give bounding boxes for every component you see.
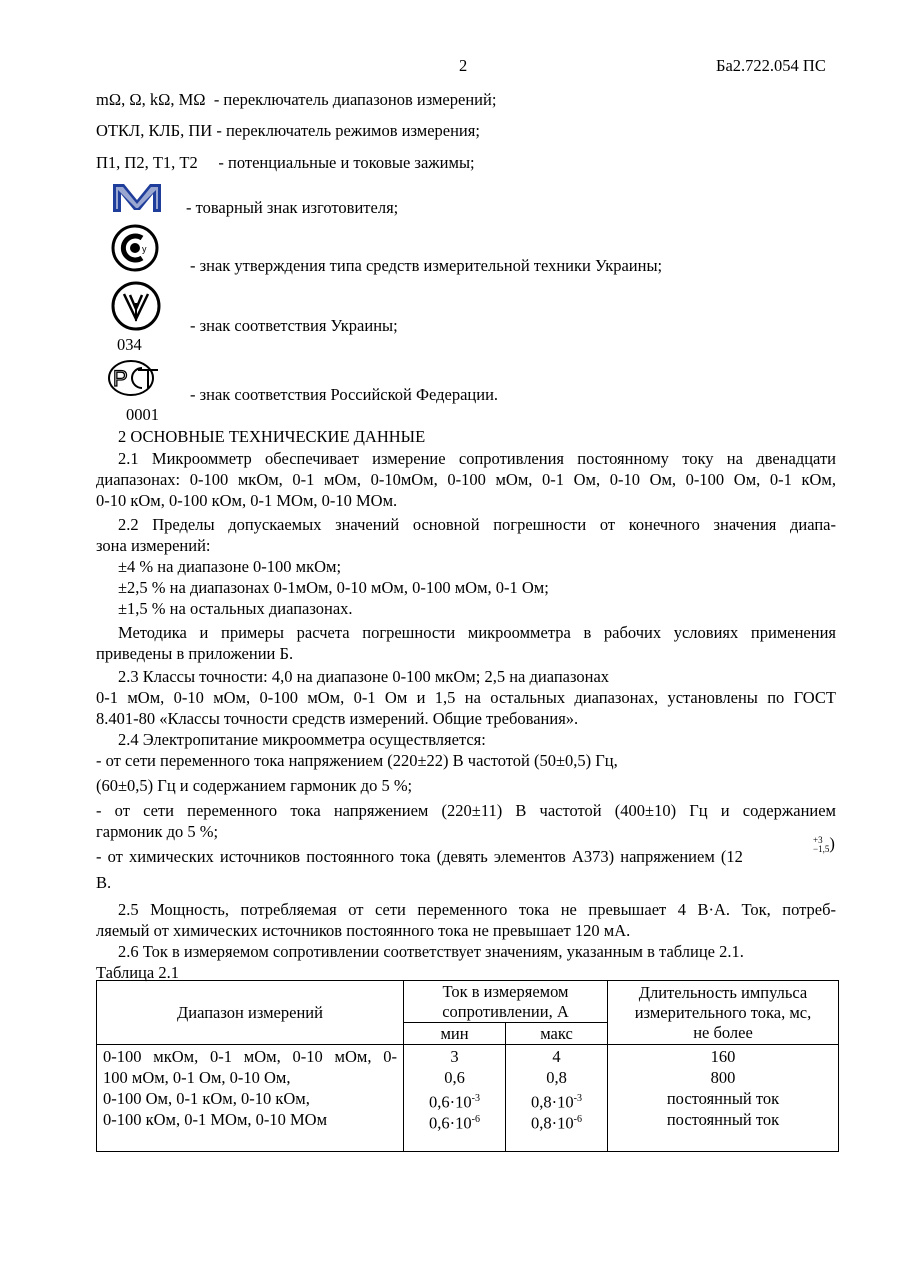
ranges-cell (97, 1045, 404, 1152)
min-exp: -3 (471, 1093, 480, 1104)
page-number: 2 (459, 56, 468, 75)
range-line: 0-100 Ом, 0-1 кОм, 0-10 кОм, (103, 1089, 310, 1108)
paragraph-line: 2.5 Мощность, потребляемая от сети переменного тока не превышает 4 В·А. Ток, потреб- (118, 900, 836, 919)
header-pulse (608, 981, 839, 1045)
legend-term: ОТКЛ, КЛБ, ПИ (96, 121, 213, 140)
min-base: 3 (450, 1047, 459, 1066)
battery-supply-line (96, 846, 836, 872)
pulse-value: 800 (710, 1068, 736, 1087)
tolerance-line: ±2,5 % на диапазонах 0-1мОм, 0-10 мОм, 0-100 мОм, 0-1 Ом; (118, 578, 549, 597)
max-value (510, 1068, 603, 1089)
paragraph-line: 0-10 кОм, 0-100 кОм, 0-1 МОм, 0-10 МОм. (96, 491, 398, 510)
mark-approval-text: - знак утверждения типа средств измерительной техники Украины; (190, 256, 663, 275)
svg-text:Р: Р (113, 366, 128, 391)
voltage-tolerance (812, 833, 835, 854)
min-base: 0,6·10 (429, 1113, 472, 1133)
paragraph-line: Методика и примеры расчета погрешности микроомметра в рабочих условиях применения (118, 623, 836, 642)
pulse-value: постоянный ток (666, 1110, 780, 1129)
header-pulse-line: не более (693, 1022, 753, 1042)
min-value (408, 1110, 501, 1131)
paragraph-line: 2.6 Ток в измеряемом сопротивлении соответствует значениям, указанным в таблице 2.1. (118, 942, 744, 961)
paragraph-line: зона измерений: (96, 536, 211, 555)
min-value (408, 1047, 501, 1068)
section-title: 2 ОСНОВНЫЕ ТЕХНИЧЕСКИЕ ДАННЫЕ (118, 427, 426, 446)
min-base: 0,6 (444, 1068, 465, 1087)
min-exp: -6 (471, 1114, 480, 1125)
table-caption: Таблица 2.1 (96, 963, 179, 982)
header-pulse-line: Длительность импульса (638, 982, 808, 1002)
paragraph-line: приведены в приложении Б. (96, 644, 294, 663)
max-base: 0,8·10 (531, 1113, 574, 1133)
max-value (510, 1089, 603, 1110)
tolerance-plus: +3 (813, 835, 823, 846)
paragraph-line: 2.2 Пределы допускаемых значений основной погрешности от конечного значения диапа- (118, 515, 836, 534)
min-cell (404, 1045, 506, 1152)
paragraph-line: - от сети переменного тока напряжением (220±22) В частотой (50±0,5) Гц, (96, 751, 618, 770)
legend-range-switch (96, 90, 496, 110)
ukraine-conformity-icon (111, 281, 161, 331)
min-value (408, 1068, 501, 1089)
mark-russia-text: - знак соответствия Российской Федерации. (190, 385, 499, 404)
paragraph-line: (60±0,5) Гц и содержанием гармоник до 5 %; (96, 776, 413, 795)
max-value (510, 1110, 603, 1131)
legend-desc: - переключатель режимов измерения; (212, 121, 480, 140)
ukraine-mark-code: 034 (117, 335, 142, 354)
header-range: Диапазон измерений (97, 981, 404, 1045)
pulse-cell (608, 1045, 839, 1152)
paragraph-line: 0-1 мОм, 0-10 мОм, 0-100 мОм, 0-1 Ом и 1,5 на остальных диапазонах, установлены по ГОСТ (96, 688, 836, 707)
russia-mark-code: 0001 (126, 405, 159, 424)
header-current-line: сопротивлении, А (442, 1001, 569, 1021)
range-line: 0-100 мкОм, 0-1 мОм, 0-10 мОм, 0- (103, 1047, 397, 1066)
legend-terminals (96, 153, 475, 173)
closing-bracket: ) (829, 834, 835, 853)
header-pulse-line: измерительного тока, мс, (634, 1002, 812, 1022)
range-line: 100 мОм, 0-1 Ом, 0-10 Ом, (103, 1068, 291, 1087)
paragraph-line: гармоник до 5 %; (96, 822, 219, 841)
min-value (408, 1089, 501, 1110)
max-exp: -6 (573, 1114, 582, 1125)
max-base: 0,8·10 (531, 1092, 574, 1112)
header-current (404, 981, 608, 1023)
header-max: макс (506, 1023, 608, 1045)
max-cell (506, 1045, 608, 1152)
type-approval-icon (111, 224, 159, 272)
russia-conformity-icon (106, 358, 160, 398)
paragraph-line: ляемый от химических источников постоянного тока не превышает 120 мА. (96, 921, 631, 940)
legend-desc: - потенциальные и токовые зажимы; (218, 153, 475, 172)
manufacturer-logo-icon (112, 183, 162, 213)
paragraph-line: - от сети переменного тока напряжением (220±11) В частотой (400±10) Гц и содержанием (96, 801, 836, 820)
tolerance-minus: −1,5 (813, 844, 830, 855)
voltage-tolerance-fraction (813, 836, 829, 854)
pulse-value: постоянный ток (666, 1089, 780, 1108)
legend-mode-switch (96, 121, 480, 141)
max-exp: -3 (573, 1093, 582, 1104)
section-body (96, 448, 836, 983)
header-current-line: Ток в измеряемом (442, 981, 569, 1001)
mark-ukraine-text: - знак соответствия Украины; (190, 316, 398, 335)
paragraph-line: 2.1 Микроомметр обеспечивает измерение сопротивления постоянному току на двенадцати (118, 449, 836, 468)
tolerance-line: ±1,5 % на остальных диапазонах. (118, 599, 353, 618)
document-code: Ба2.722.054 ПС (716, 56, 826, 75)
paragraph-line: 8.401-80 «Классы точности средств измерений. Общие требования». (96, 709, 579, 728)
paragraph-line: 2.4 Электропитание микроомметра осуществляется: (118, 730, 486, 749)
svg-text:у: у (142, 244, 147, 254)
legend-desc: - переключатель диапазонов измерений; (209, 90, 497, 109)
header-min: мин (404, 1023, 506, 1045)
max-base: 4 (552, 1047, 561, 1066)
legend-term: mΩ, Ω, kΩ, MΩ (96, 90, 206, 109)
max-value (510, 1047, 603, 1068)
battery-supply-text: - от химических источников постоянного тока (девять элементов А373) напряжением (12 (96, 847, 743, 866)
mark-manufacturer-text: - товарный знак изготовителя; (186, 198, 399, 217)
legend-term: П1, П2, Т1, Т2 (96, 153, 198, 172)
max-base: 0,8 (546, 1068, 567, 1087)
range-line: 0-100 кОм, 0-1 МОм, 0-10 МОм (103, 1110, 328, 1129)
min-base: 0,6·10 (429, 1092, 472, 1112)
current-table (96, 980, 839, 1152)
pulse-value: 160 (710, 1047, 736, 1066)
paragraph-line: 2.3 Классы точности: 4,0 на диапазоне 0-100 мкОм; 2,5 на диапазонах (118, 667, 610, 686)
voltage-unit: В. (96, 873, 112, 892)
paragraph-line: диапазонах: 0-100 мкОм, 0-1 мОм, 0-10мОм, 0-100 мОм, 0-1 Ом, 0-10 Ом, 0-100 Ом, 0-1 кОм, (96, 470, 836, 489)
tolerance-line: ±4 % на диапазоне 0-100 мкОм; (118, 557, 342, 576)
